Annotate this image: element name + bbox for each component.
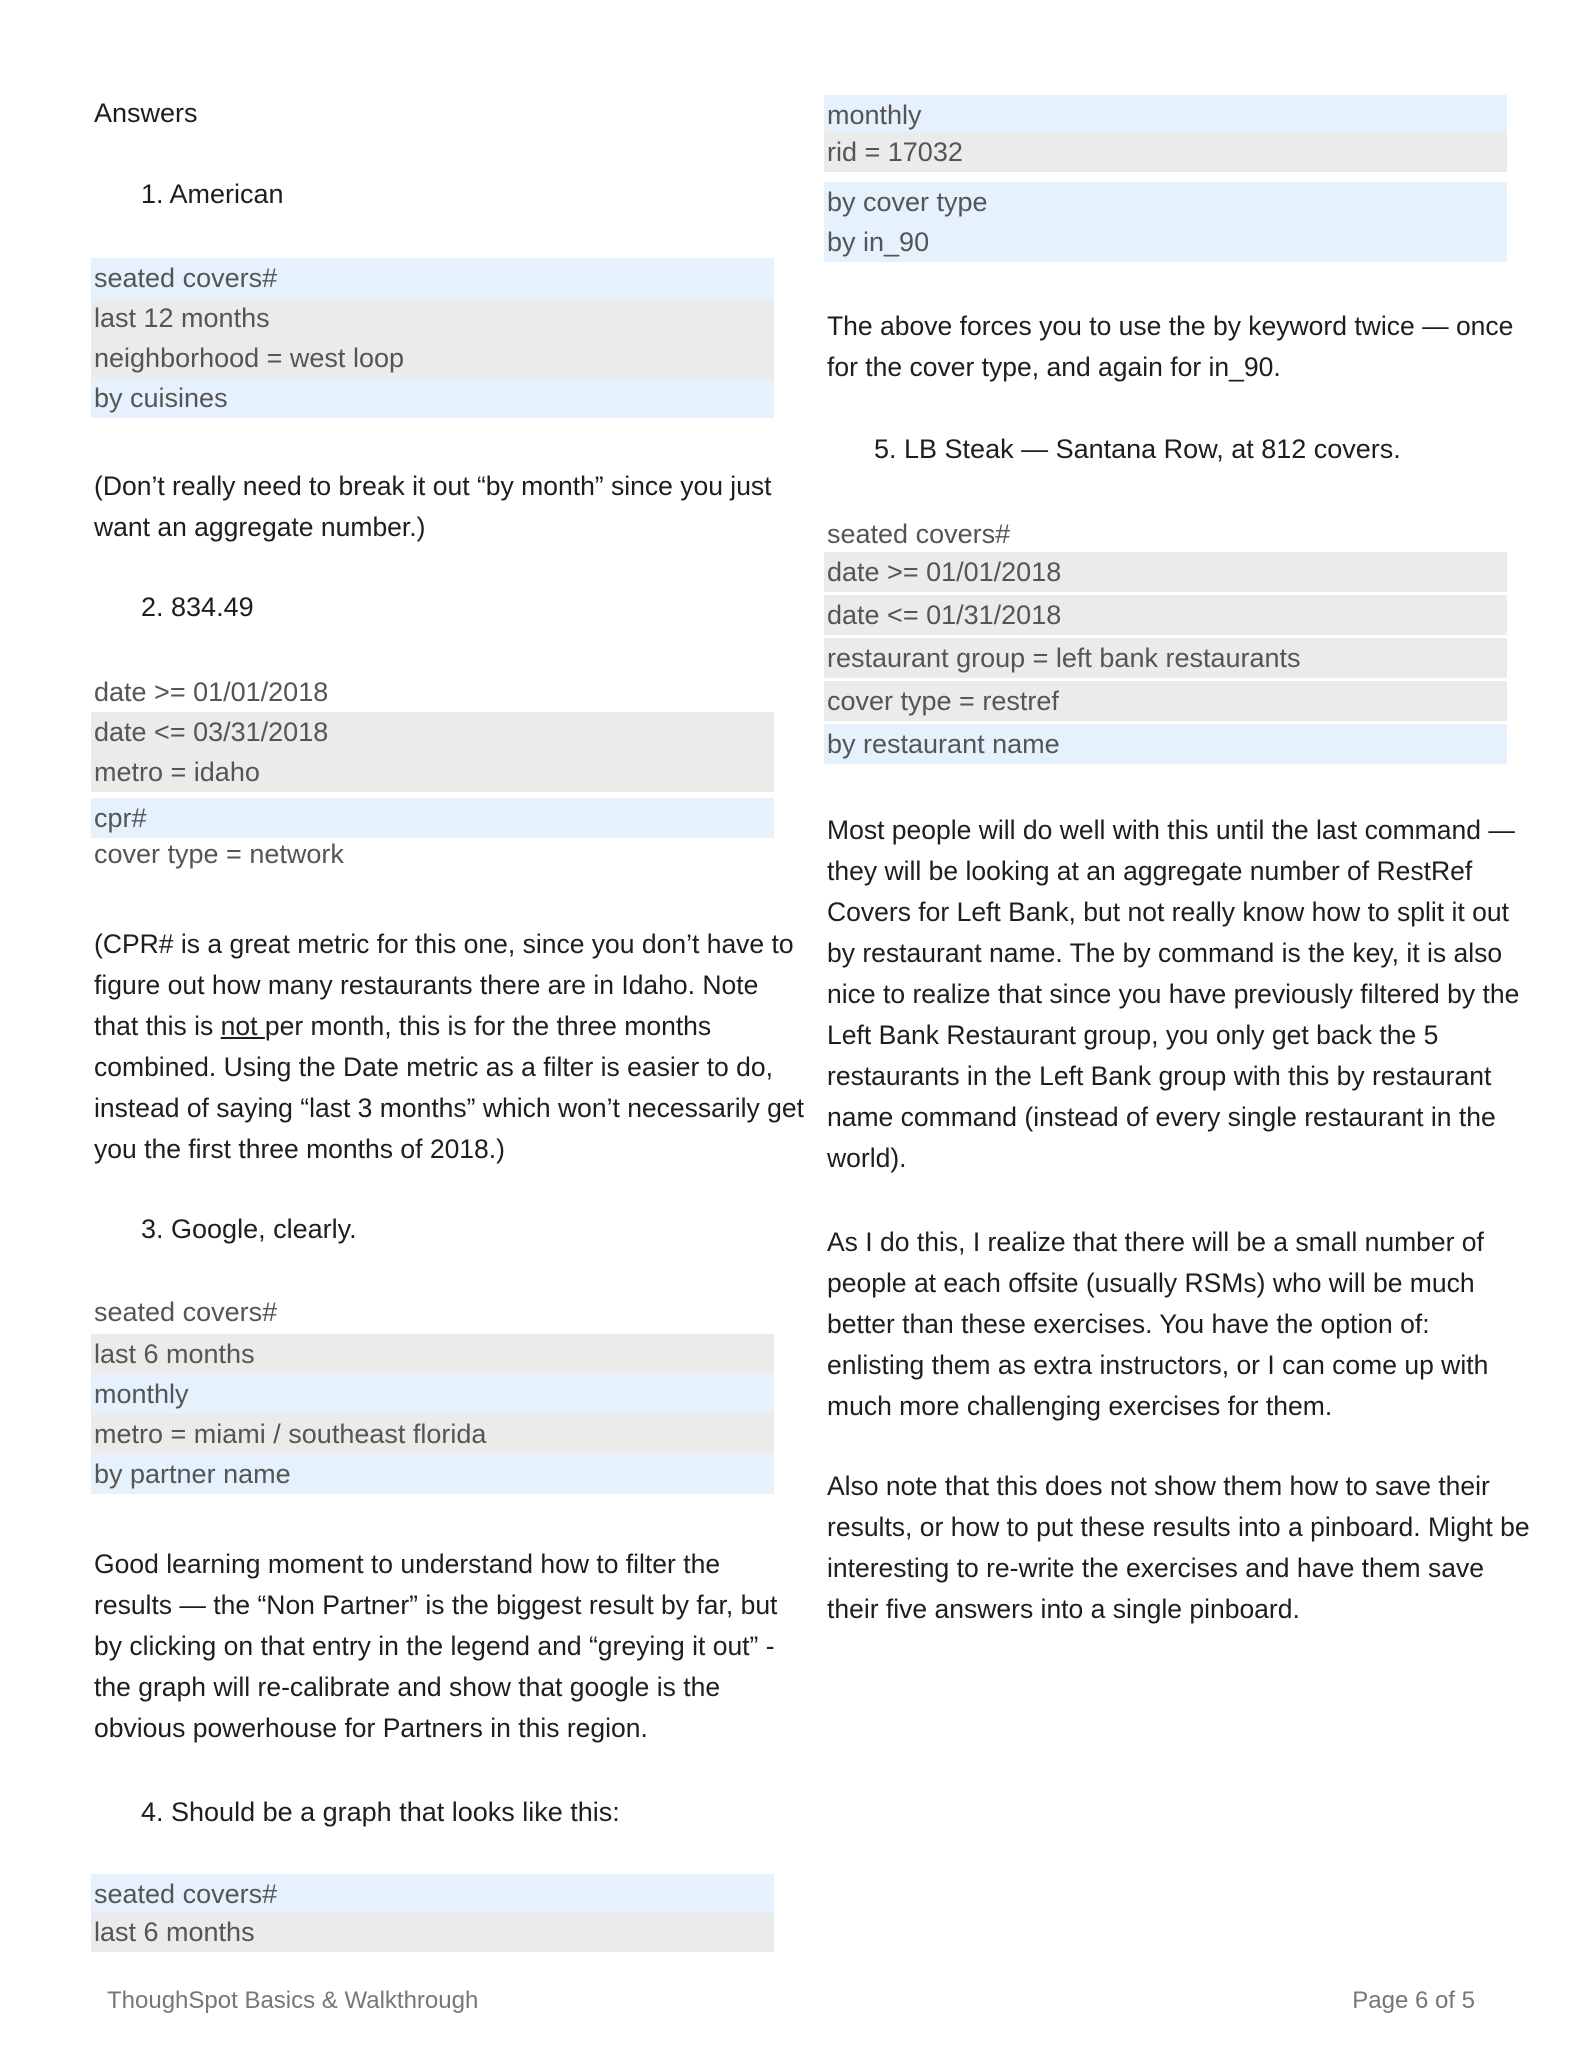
- paragraph-line: people at each offsite (usually RSMs) who will be much: [827, 1268, 1475, 1298]
- note-line: [94, 1006, 774, 1047]
- query-line: by restaurant name: [824, 724, 1507, 764]
- query-line: metro = idaho: [91, 752, 774, 792]
- emphasis-text: not: [220, 1011, 265, 1041]
- query-line: seated covers#: [94, 1297, 278, 1327]
- answer-4: 4. Should be a graph that looks like this:: [141, 1797, 620, 1827]
- query-line: cover type = restref: [824, 681, 1507, 721]
- query-line: by cover type: [824, 182, 1507, 222]
- note-line: Left Bank Restaurant group, you only get back the 5: [827, 1020, 1439, 1050]
- query-line: by in_90: [824, 222, 1507, 262]
- note-line: name command (instead of every single restaurant in the: [827, 1102, 1496, 1132]
- query-line: date >= 01/01/2018: [824, 552, 1507, 592]
- paragraph-line: their five answers into a single pinboard.: [827, 1594, 1300, 1624]
- note-line: instead of saying “last 3 months” which won’t necessarily get: [94, 1093, 804, 1123]
- query-line: date >= 01/01/2018: [94, 677, 329, 707]
- paragraph-line: much more challenging exercises for them.: [827, 1391, 1333, 1421]
- footer-title: ThoughSpot Basics & Walkthrough: [107, 1987, 479, 2014]
- note-line: (Don’t really need to break it out “by month” since you just: [94, 471, 772, 501]
- note-line: Most people will do well with this until the last command —: [827, 815, 1515, 845]
- paragraph-line: interesting to re-write the exercises and have them save: [827, 1553, 1484, 1583]
- note-line: nice to realize that since you have previously filtered by the: [827, 979, 1520, 1009]
- note-text: that this is: [94, 1011, 221, 1041]
- note-line: results — the “Non Partner” is the biggest result by far, but: [94, 1590, 778, 1620]
- query-line: seated covers#: [91, 1874, 774, 1914]
- page-heading: Answers: [94, 98, 198, 128]
- note-line: (CPR# is a great metric for this one, since you don’t have to: [94, 929, 794, 959]
- note-line: by clicking on that entry in the legend and “greying it out” -: [94, 1631, 775, 1661]
- query-line: metro = miami / southeast florida: [91, 1414, 774, 1454]
- query-line: cover type = network: [94, 839, 344, 869]
- paragraph-line: enlisting them as extra instructors, or I can come up with: [827, 1350, 1489, 1380]
- paragraph-line: Also note that this does not show them how to save their: [827, 1471, 1490, 1501]
- note-line: figure out how many restaurants there are in Idaho. Note: [94, 970, 759, 1000]
- footer-page-number: Page 6 of 5: [1352, 1987, 1475, 2014]
- answer-3: 3. Google, clearly.: [141, 1214, 357, 1244]
- query-line: by partner name: [91, 1454, 774, 1494]
- query-line: date <= 03/31/2018: [91, 712, 774, 752]
- answer-1: 1. American: [141, 179, 284, 209]
- note-line: Good learning moment to understand how to filter the: [94, 1549, 721, 1579]
- query-line: seated covers#: [827, 519, 1011, 549]
- paragraph-line: better than these exercises. You have the option of:: [827, 1309, 1430, 1339]
- query-line: monthly: [824, 95, 1507, 135]
- paragraph-rsm: [827, 1222, 1507, 1427]
- note-5: [827, 810, 1520, 1179]
- note-line: obvious powerhouse for Partners in this region.: [94, 1713, 648, 1743]
- query-line: cpr#: [91, 798, 774, 838]
- note-line: world).: [827, 1143, 907, 1173]
- query-line: last 12 months: [91, 298, 774, 338]
- note-line: you the first three months of 2018.): [94, 1134, 505, 1164]
- note-line: for the cover type, and again for in_90.: [827, 352, 1281, 382]
- note-line: want an aggregate number.): [94, 512, 426, 542]
- query-line: last 6 months: [91, 1334, 774, 1374]
- note-3: [94, 1544, 778, 1749]
- query-line: monthly: [91, 1374, 774, 1414]
- note-2: [94, 924, 804, 1170]
- query-line: last 6 months: [91, 1912, 774, 1952]
- note-line: combined. Using the Date metric as a filter is easier to do,: [94, 1052, 773, 1082]
- query-line: seated covers#: [91, 258, 774, 298]
- note-text: per month, this is for the three months: [264, 1011, 712, 1041]
- note-line: Covers for Left Bank, but not really know how to split it out: [827, 897, 1509, 927]
- paragraph-line: results, or how to put these results into a pinboard. Might be: [827, 1512, 1530, 1542]
- paragraph-save: [827, 1466, 1530, 1630]
- paragraph-line: As I do this, I realize that there will be a small number of: [827, 1227, 1484, 1257]
- answer-5: 5. LB Steak — Santana Row, at 812 covers.: [874, 434, 1401, 464]
- note-1: [94, 466, 774, 548]
- query-line: restaurant group = left bank restaurants: [824, 638, 1507, 678]
- note-line: by restaurant name. The by command is the key, it is also: [827, 938, 1503, 968]
- query-line: date <= 01/31/2018: [824, 595, 1507, 635]
- query-line: rid = 17032: [824, 132, 1507, 172]
- query-line: by cuisines: [91, 378, 774, 418]
- answer-2: 2. 834.49: [141, 592, 254, 622]
- note-line: the graph will re-calibrate and show that google is the: [94, 1672, 721, 1702]
- query-line: neighborhood = west loop: [91, 338, 774, 378]
- note-line: restaurants in the Left Bank group with this by restaurant: [827, 1061, 1492, 1091]
- note-4: [827, 306, 1514, 388]
- note-line: The above forces you to use the by keyword twice — once: [827, 311, 1514, 341]
- note-line: they will be looking at an aggregate number of RestRef: [827, 856, 1473, 886]
